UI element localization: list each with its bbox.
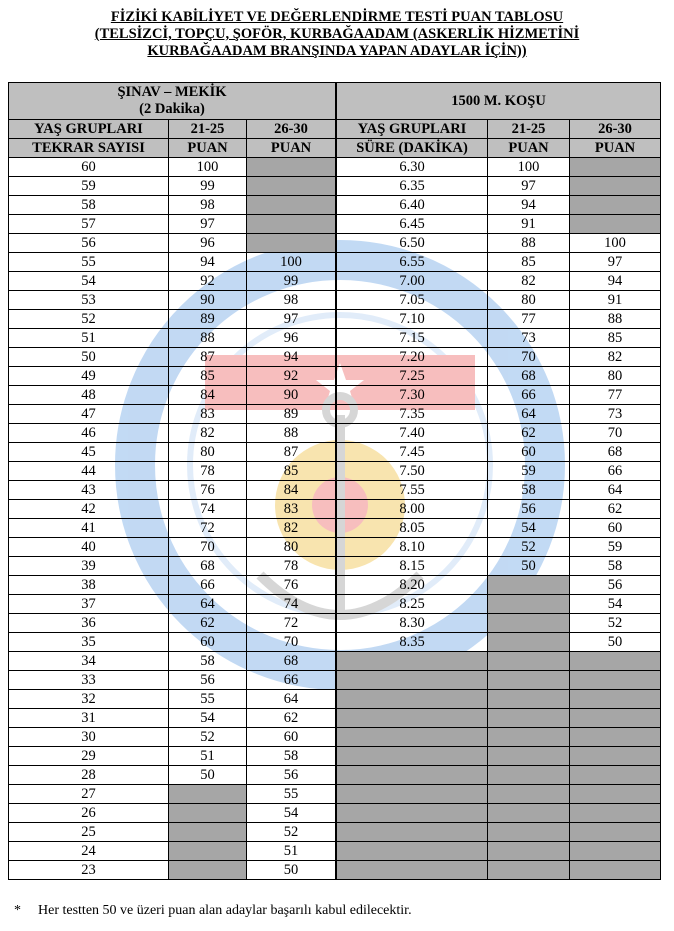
table-row bbox=[9, 234, 661, 253]
left-score-26-30-cell: 62 bbox=[247, 709, 336, 728]
left-score-21-25-cell: 52 bbox=[169, 728, 247, 747]
table-row bbox=[9, 272, 661, 291]
table-row bbox=[9, 538, 661, 557]
left-score-21-25-cell: 90 bbox=[169, 291, 247, 310]
left-score-21-25-cell bbox=[169, 804, 247, 823]
left-score-26-30-cell: 50 bbox=[247, 861, 336, 880]
reps-cell: 48 bbox=[9, 386, 169, 405]
reps-cell: 41 bbox=[9, 519, 169, 538]
right-score-21-25-cell: 100 bbox=[488, 158, 570, 177]
duration-cell: 8.35 bbox=[337, 633, 488, 652]
duration-label: SÜRE (DAKİKA) bbox=[337, 139, 488, 158]
left-age-26-30: 26-30 bbox=[247, 120, 336, 139]
reps-count-label: TEKRAR SAYISI bbox=[9, 139, 169, 158]
footnote bbox=[14, 903, 412, 919]
left-score-21-25-cell: 50 bbox=[169, 766, 247, 785]
right-score-21-25-cell: 52 bbox=[488, 538, 570, 557]
duration-cell bbox=[337, 804, 488, 823]
reps-cell: 58 bbox=[9, 196, 169, 215]
right-score-26-30-cell bbox=[570, 671, 661, 690]
right-score-21-25-cell bbox=[488, 842, 570, 861]
right-score-21-25-cell: 70 bbox=[488, 348, 570, 367]
left-score-26-30-cell: 98 bbox=[247, 291, 336, 310]
table-row bbox=[9, 785, 661, 804]
reps-cell: 43 bbox=[9, 481, 169, 500]
score-table bbox=[8, 82, 661, 880]
right-score-26-30-cell: 100 bbox=[570, 234, 661, 253]
left-score-26-30-cell bbox=[247, 215, 336, 234]
right-score-21-25-cell bbox=[488, 614, 570, 633]
table-row bbox=[9, 557, 661, 576]
reps-cell: 36 bbox=[9, 614, 169, 633]
reps-cell: 52 bbox=[9, 310, 169, 329]
left-score-21-25-cell: 56 bbox=[169, 671, 247, 690]
reps-cell: 51 bbox=[9, 329, 169, 348]
left-score-26-30-cell bbox=[247, 234, 336, 253]
left-score-21-25-cell: 68 bbox=[169, 557, 247, 576]
right-score-26-30-cell bbox=[570, 652, 661, 671]
table-row bbox=[9, 690, 661, 709]
left-score-21-25-cell: 87 bbox=[169, 348, 247, 367]
footnote-marker: * bbox=[14, 903, 21, 918]
duration-cell bbox=[337, 823, 488, 842]
duration-cell: 7.35 bbox=[337, 405, 488, 424]
reps-cell: 59 bbox=[9, 177, 169, 196]
right-score-26-30-cell: 82 bbox=[570, 348, 661, 367]
right-score-21-25-cell: 54 bbox=[488, 519, 570, 538]
left-score-21-25-cell: 99 bbox=[169, 177, 247, 196]
duration-cell: 8.05 bbox=[337, 519, 488, 538]
left-score-26-30-cell: 94 bbox=[247, 348, 336, 367]
duration-cell bbox=[337, 842, 488, 861]
left-score-26-30-cell: 76 bbox=[247, 576, 336, 595]
right-score-26-30-cell: 88 bbox=[570, 310, 661, 329]
right-score-21-25-cell: 58 bbox=[488, 481, 570, 500]
header-row-units bbox=[9, 139, 661, 158]
right-score-26-30-cell bbox=[570, 785, 661, 804]
right-score-21-25-cell bbox=[488, 671, 570, 690]
title-line-2: (TELSİZCİ, TOPÇU, ŞOFÖR, KURBAĞAADAM (ASKERLİK HİZMETİNİ bbox=[94, 26, 580, 42]
table-row bbox=[9, 804, 661, 823]
duration-cell: 8.15 bbox=[337, 557, 488, 576]
right-score-26-30-cell: 60 bbox=[570, 519, 661, 538]
score-table-body bbox=[9, 83, 661, 880]
document-title bbox=[0, 9, 674, 60]
right-age-26-30: 26-30 bbox=[570, 120, 661, 139]
duration-cell: 6.35 bbox=[337, 177, 488, 196]
right-score-21-25-cell: 77 bbox=[488, 310, 570, 329]
right-score-21-25-cell bbox=[488, 709, 570, 728]
left-score-21-25-cell: 88 bbox=[169, 329, 247, 348]
duration-cell: 7.30 bbox=[337, 386, 488, 405]
right-score-26-30-cell bbox=[570, 842, 661, 861]
reps-cell: 42 bbox=[9, 500, 169, 519]
left-score-21-25-cell: 85 bbox=[169, 367, 247, 386]
left-score-26-30-cell: 51 bbox=[247, 842, 336, 861]
right-score-21-25-cell: 50 bbox=[488, 557, 570, 576]
reps-cell: 49 bbox=[9, 367, 169, 386]
left-score-label-26-30: PUAN bbox=[247, 139, 336, 158]
right-score-26-30-cell bbox=[570, 823, 661, 842]
table-row bbox=[9, 405, 661, 424]
header-row-sections bbox=[9, 83, 661, 120]
left-score-21-25-cell bbox=[169, 823, 247, 842]
left-score-26-30-cell: 52 bbox=[247, 823, 336, 842]
reps-cell: 56 bbox=[9, 234, 169, 253]
duration-cell: 7.50 bbox=[337, 462, 488, 481]
reps-cell: 31 bbox=[9, 709, 169, 728]
left-score-21-25-cell: 70 bbox=[169, 538, 247, 557]
duration-cell: 7.10 bbox=[337, 310, 488, 329]
right-score-21-25-cell: 94 bbox=[488, 196, 570, 215]
reps-cell: 39 bbox=[9, 557, 169, 576]
left-score-26-30-cell: 56 bbox=[247, 766, 336, 785]
duration-cell: 7.40 bbox=[337, 424, 488, 443]
right-score-21-25-cell: 73 bbox=[488, 329, 570, 348]
left-score-21-25-cell bbox=[169, 785, 247, 804]
reps-cell: 35 bbox=[9, 633, 169, 652]
reps-cell: 57 bbox=[9, 215, 169, 234]
left-score-21-25-cell: 80 bbox=[169, 443, 247, 462]
right-score-26-30-cell bbox=[570, 861, 661, 880]
right-score-26-30-cell: 73 bbox=[570, 405, 661, 424]
left-score-26-30-cell: 78 bbox=[247, 557, 336, 576]
left-score-21-25-cell: 58 bbox=[169, 652, 247, 671]
right-age-groups-label: YAŞ GRUPLARI bbox=[337, 120, 488, 139]
left-score-21-25-cell: 76 bbox=[169, 481, 247, 500]
right-score-26-30-cell: 56 bbox=[570, 576, 661, 595]
right-score-26-30-cell bbox=[570, 196, 661, 215]
reps-cell: 29 bbox=[9, 747, 169, 766]
right-score-26-30-cell: 91 bbox=[570, 291, 661, 310]
left-score-21-25-cell: 55 bbox=[169, 690, 247, 709]
right-score-21-25-cell bbox=[488, 823, 570, 842]
left-age-21-25: 21-25 bbox=[169, 120, 247, 139]
table-row bbox=[9, 652, 661, 671]
table-row bbox=[9, 747, 661, 766]
reps-cell: 54 bbox=[9, 272, 169, 291]
table-row bbox=[9, 158, 661, 177]
right-score-26-30-cell: 66 bbox=[570, 462, 661, 481]
duration-cell: 8.10 bbox=[337, 538, 488, 557]
title-line-1: FİZİKİ KABİLİYET VE DEĞERLENDİRME TESTİ PUAN TABLOSU bbox=[110, 9, 564, 25]
left-score-26-30-cell: 87 bbox=[247, 443, 336, 462]
left-score-21-25-cell: 62 bbox=[169, 614, 247, 633]
right-score-26-30-cell bbox=[570, 177, 661, 196]
duration-cell bbox=[337, 652, 488, 671]
left-score-26-30-cell: 68 bbox=[247, 652, 336, 671]
table-row bbox=[9, 671, 661, 690]
right-score-21-25-cell: 64 bbox=[488, 405, 570, 424]
table-row bbox=[9, 462, 661, 481]
reps-cell: 23 bbox=[9, 861, 169, 880]
left-score-26-30-cell: 66 bbox=[247, 671, 336, 690]
table-row bbox=[9, 329, 661, 348]
left-score-21-25-cell: 83 bbox=[169, 405, 247, 424]
right-score-21-25-cell bbox=[488, 766, 570, 785]
duration-cell: 6.55 bbox=[337, 253, 488, 272]
table-row bbox=[9, 728, 661, 747]
duration-cell: 8.00 bbox=[337, 500, 488, 519]
right-score-26-30-cell bbox=[570, 709, 661, 728]
left-age-groups-label: YAŞ GRUPLARI bbox=[9, 120, 169, 139]
table-row bbox=[9, 823, 661, 842]
right-score-21-25-cell: 88 bbox=[488, 234, 570, 253]
left-score-26-30-cell: 99 bbox=[247, 272, 336, 291]
table-row bbox=[9, 177, 661, 196]
left-score-26-30-cell: 90 bbox=[247, 386, 336, 405]
left-score-21-25-cell bbox=[169, 861, 247, 880]
right-score-21-25-cell bbox=[488, 652, 570, 671]
duration-cell: 7.15 bbox=[337, 329, 488, 348]
footnote-text: Her testten 50 ve üzeri puan alan adaylar başarılı kabul edilecektir. bbox=[38, 903, 412, 918]
left-score-21-25-cell: 72 bbox=[169, 519, 247, 538]
left-score-26-30-cell: 96 bbox=[247, 329, 336, 348]
left-score-26-30-cell: 70 bbox=[247, 633, 336, 652]
table-row bbox=[9, 443, 661, 462]
left-score-21-25-cell: 74 bbox=[169, 500, 247, 519]
right-score-26-30-cell: 59 bbox=[570, 538, 661, 557]
right-score-26-30-cell bbox=[570, 766, 661, 785]
reps-cell: 32 bbox=[9, 690, 169, 709]
left-score-label-21-25: PUAN bbox=[169, 139, 247, 158]
left-score-21-25-cell: 78 bbox=[169, 462, 247, 481]
right-score-21-25-cell bbox=[488, 595, 570, 614]
table-row bbox=[9, 595, 661, 614]
reps-cell: 24 bbox=[9, 842, 169, 861]
right-score-26-30-cell: 94 bbox=[570, 272, 661, 291]
right-score-21-25-cell: 62 bbox=[488, 424, 570, 443]
reps-cell: 55 bbox=[9, 253, 169, 272]
table-row bbox=[9, 291, 661, 310]
left-score-21-25-cell: 100 bbox=[169, 158, 247, 177]
left-score-26-30-cell: 92 bbox=[247, 367, 336, 386]
duration-cell: 8.20 bbox=[337, 576, 488, 595]
right-score-26-30-cell: 54 bbox=[570, 595, 661, 614]
left-score-26-30-cell: 97 bbox=[247, 310, 336, 329]
run-1500m-header: 1500 M. KOŞU bbox=[337, 83, 661, 120]
left-score-26-30-cell: 84 bbox=[247, 481, 336, 500]
table-row bbox=[9, 424, 661, 443]
left-score-26-30-cell: 55 bbox=[247, 785, 336, 804]
right-score-21-25-cell bbox=[488, 804, 570, 823]
right-score-26-30-cell bbox=[570, 690, 661, 709]
reps-cell: 25 bbox=[9, 823, 169, 842]
table-row bbox=[9, 861, 661, 880]
left-score-21-25-cell: 60 bbox=[169, 633, 247, 652]
right-score-21-25-cell: 85 bbox=[488, 253, 570, 272]
right-score-26-30-cell bbox=[570, 728, 661, 747]
left-score-26-30-cell: 100 bbox=[247, 253, 336, 272]
left-score-21-25-cell: 94 bbox=[169, 253, 247, 272]
right-score-26-30-cell: 64 bbox=[570, 481, 661, 500]
right-score-21-25-cell: 80 bbox=[488, 291, 570, 310]
duration-cell: 6.45 bbox=[337, 215, 488, 234]
reps-cell: 37 bbox=[9, 595, 169, 614]
right-score-21-25-cell: 60 bbox=[488, 443, 570, 462]
right-score-26-30-cell bbox=[570, 804, 661, 823]
duration-cell bbox=[337, 690, 488, 709]
table-row bbox=[9, 614, 661, 633]
right-score-21-25-cell: 59 bbox=[488, 462, 570, 481]
header-row-groups bbox=[9, 120, 661, 139]
left-score-21-25-cell: 84 bbox=[169, 386, 247, 405]
left-score-26-30-cell bbox=[247, 196, 336, 215]
right-score-26-30-cell bbox=[570, 158, 661, 177]
right-score-26-30-cell: 77 bbox=[570, 386, 661, 405]
duration-cell: 7.25 bbox=[337, 367, 488, 386]
left-score-26-30-cell: 74 bbox=[247, 595, 336, 614]
left-score-26-30-cell bbox=[247, 158, 336, 177]
right-score-21-25-cell: 82 bbox=[488, 272, 570, 291]
left-score-21-25-cell: 82 bbox=[169, 424, 247, 443]
table-row bbox=[9, 633, 661, 652]
duration-cell bbox=[337, 671, 488, 690]
duration-cell bbox=[337, 785, 488, 804]
left-score-21-25-cell: 51 bbox=[169, 747, 247, 766]
reps-cell: 45 bbox=[9, 443, 169, 462]
table-row bbox=[9, 348, 661, 367]
table-row bbox=[9, 481, 661, 500]
reps-cell: 26 bbox=[9, 804, 169, 823]
duration-cell bbox=[337, 709, 488, 728]
reps-cell: 34 bbox=[9, 652, 169, 671]
reps-cell: 40 bbox=[9, 538, 169, 557]
title-line-3: KURBAĞAADAM BRANŞINDA YAPAN ADAYLAR İÇİN)) bbox=[147, 43, 527, 59]
left-score-26-30-cell: 80 bbox=[247, 538, 336, 557]
left-score-26-30-cell: 54 bbox=[247, 804, 336, 823]
pushup-situp-duration: (2 Dakika) bbox=[139, 101, 205, 117]
left-score-26-30-cell: 60 bbox=[247, 728, 336, 747]
right-score-26-30-cell bbox=[570, 215, 661, 234]
left-score-21-25-cell: 54 bbox=[169, 709, 247, 728]
duration-cell: 6.40 bbox=[337, 196, 488, 215]
right-age-21-25: 21-25 bbox=[488, 120, 570, 139]
table-row bbox=[9, 842, 661, 861]
reps-cell: 27 bbox=[9, 785, 169, 804]
duration-cell: 6.30 bbox=[337, 158, 488, 177]
right-score-21-25-cell bbox=[488, 690, 570, 709]
right-score-26-30-cell: 58 bbox=[570, 557, 661, 576]
reps-cell: 30 bbox=[9, 728, 169, 747]
duration-cell: 8.25 bbox=[337, 595, 488, 614]
reps-cell: 46 bbox=[9, 424, 169, 443]
right-score-26-30-cell: 50 bbox=[570, 633, 661, 652]
left-score-26-30-cell bbox=[247, 177, 336, 196]
table-row bbox=[9, 500, 661, 519]
reps-cell: 28 bbox=[9, 766, 169, 785]
left-score-21-25-cell: 64 bbox=[169, 595, 247, 614]
table-row bbox=[9, 196, 661, 215]
left-score-21-25-cell: 98 bbox=[169, 196, 247, 215]
table-row bbox=[9, 215, 661, 234]
duration-cell: 7.20 bbox=[337, 348, 488, 367]
left-score-21-25-cell: 97 bbox=[169, 215, 247, 234]
reps-cell: 33 bbox=[9, 671, 169, 690]
table-row bbox=[9, 576, 661, 595]
left-score-21-25-cell bbox=[169, 842, 247, 861]
right-score-26-30-cell: 85 bbox=[570, 329, 661, 348]
table-row bbox=[9, 253, 661, 272]
table-row bbox=[9, 519, 661, 538]
right-score-21-25-cell bbox=[488, 576, 570, 595]
table-row bbox=[9, 386, 661, 405]
right-score-21-25-cell bbox=[488, 747, 570, 766]
reps-cell: 38 bbox=[9, 576, 169, 595]
right-score-26-30-cell: 62 bbox=[570, 500, 661, 519]
left-score-26-30-cell: 88 bbox=[247, 424, 336, 443]
duration-cell: 6.50 bbox=[337, 234, 488, 253]
right-score-21-25-cell bbox=[488, 861, 570, 880]
pushup-situp-header bbox=[9, 83, 336, 120]
duration-cell bbox=[337, 728, 488, 747]
right-score-26-30-cell: 70 bbox=[570, 424, 661, 443]
duration-cell bbox=[337, 747, 488, 766]
left-score-21-25-cell: 96 bbox=[169, 234, 247, 253]
left-score-21-25-cell: 92 bbox=[169, 272, 247, 291]
right-score-21-25-cell: 56 bbox=[488, 500, 570, 519]
left-score-26-30-cell: 64 bbox=[247, 690, 336, 709]
table-row bbox=[9, 367, 661, 386]
right-score-26-30-cell: 97 bbox=[570, 253, 661, 272]
right-score-21-25-cell: 66 bbox=[488, 386, 570, 405]
right-score-26-30-cell: 68 bbox=[570, 443, 661, 462]
right-score-26-30-cell: 80 bbox=[570, 367, 661, 386]
left-score-26-30-cell: 72 bbox=[247, 614, 336, 633]
table-row bbox=[9, 310, 661, 329]
right-score-26-30-cell: 52 bbox=[570, 614, 661, 633]
reps-cell: 53 bbox=[9, 291, 169, 310]
reps-cell: 50 bbox=[9, 348, 169, 367]
table-row bbox=[9, 709, 661, 728]
duration-cell bbox=[337, 766, 488, 785]
left-score-26-30-cell: 58 bbox=[247, 747, 336, 766]
duration-cell: 7.45 bbox=[337, 443, 488, 462]
duration-cell: 8.30 bbox=[337, 614, 488, 633]
table-row bbox=[9, 766, 661, 785]
left-score-26-30-cell: 83 bbox=[247, 500, 336, 519]
right-score-21-25-cell: 91 bbox=[488, 215, 570, 234]
reps-cell: 60 bbox=[9, 158, 169, 177]
duration-cell: 7.00 bbox=[337, 272, 488, 291]
left-score-21-25-cell: 66 bbox=[169, 576, 247, 595]
right-score-label-21-25: PUAN bbox=[488, 139, 570, 158]
reps-cell: 47 bbox=[9, 405, 169, 424]
duration-cell: 7.55 bbox=[337, 481, 488, 500]
left-score-26-30-cell: 82 bbox=[247, 519, 336, 538]
pushup-situp-title: ŞINAV – MEKİK bbox=[117, 84, 227, 100]
right-score-21-25-cell: 68 bbox=[488, 367, 570, 386]
left-score-21-25-cell: 89 bbox=[169, 310, 247, 329]
right-score-21-25-cell bbox=[488, 728, 570, 747]
duration-cell bbox=[337, 861, 488, 880]
duration-cell: 7.05 bbox=[337, 291, 488, 310]
right-score-21-25-cell bbox=[488, 633, 570, 652]
left-score-26-30-cell: 89 bbox=[247, 405, 336, 424]
right-score-26-30-cell bbox=[570, 747, 661, 766]
right-score-label-26-30: PUAN bbox=[570, 139, 661, 158]
right-score-21-25-cell: 97 bbox=[488, 177, 570, 196]
right-score-21-25-cell bbox=[488, 785, 570, 804]
reps-cell: 44 bbox=[9, 462, 169, 481]
left-score-26-30-cell: 85 bbox=[247, 462, 336, 481]
